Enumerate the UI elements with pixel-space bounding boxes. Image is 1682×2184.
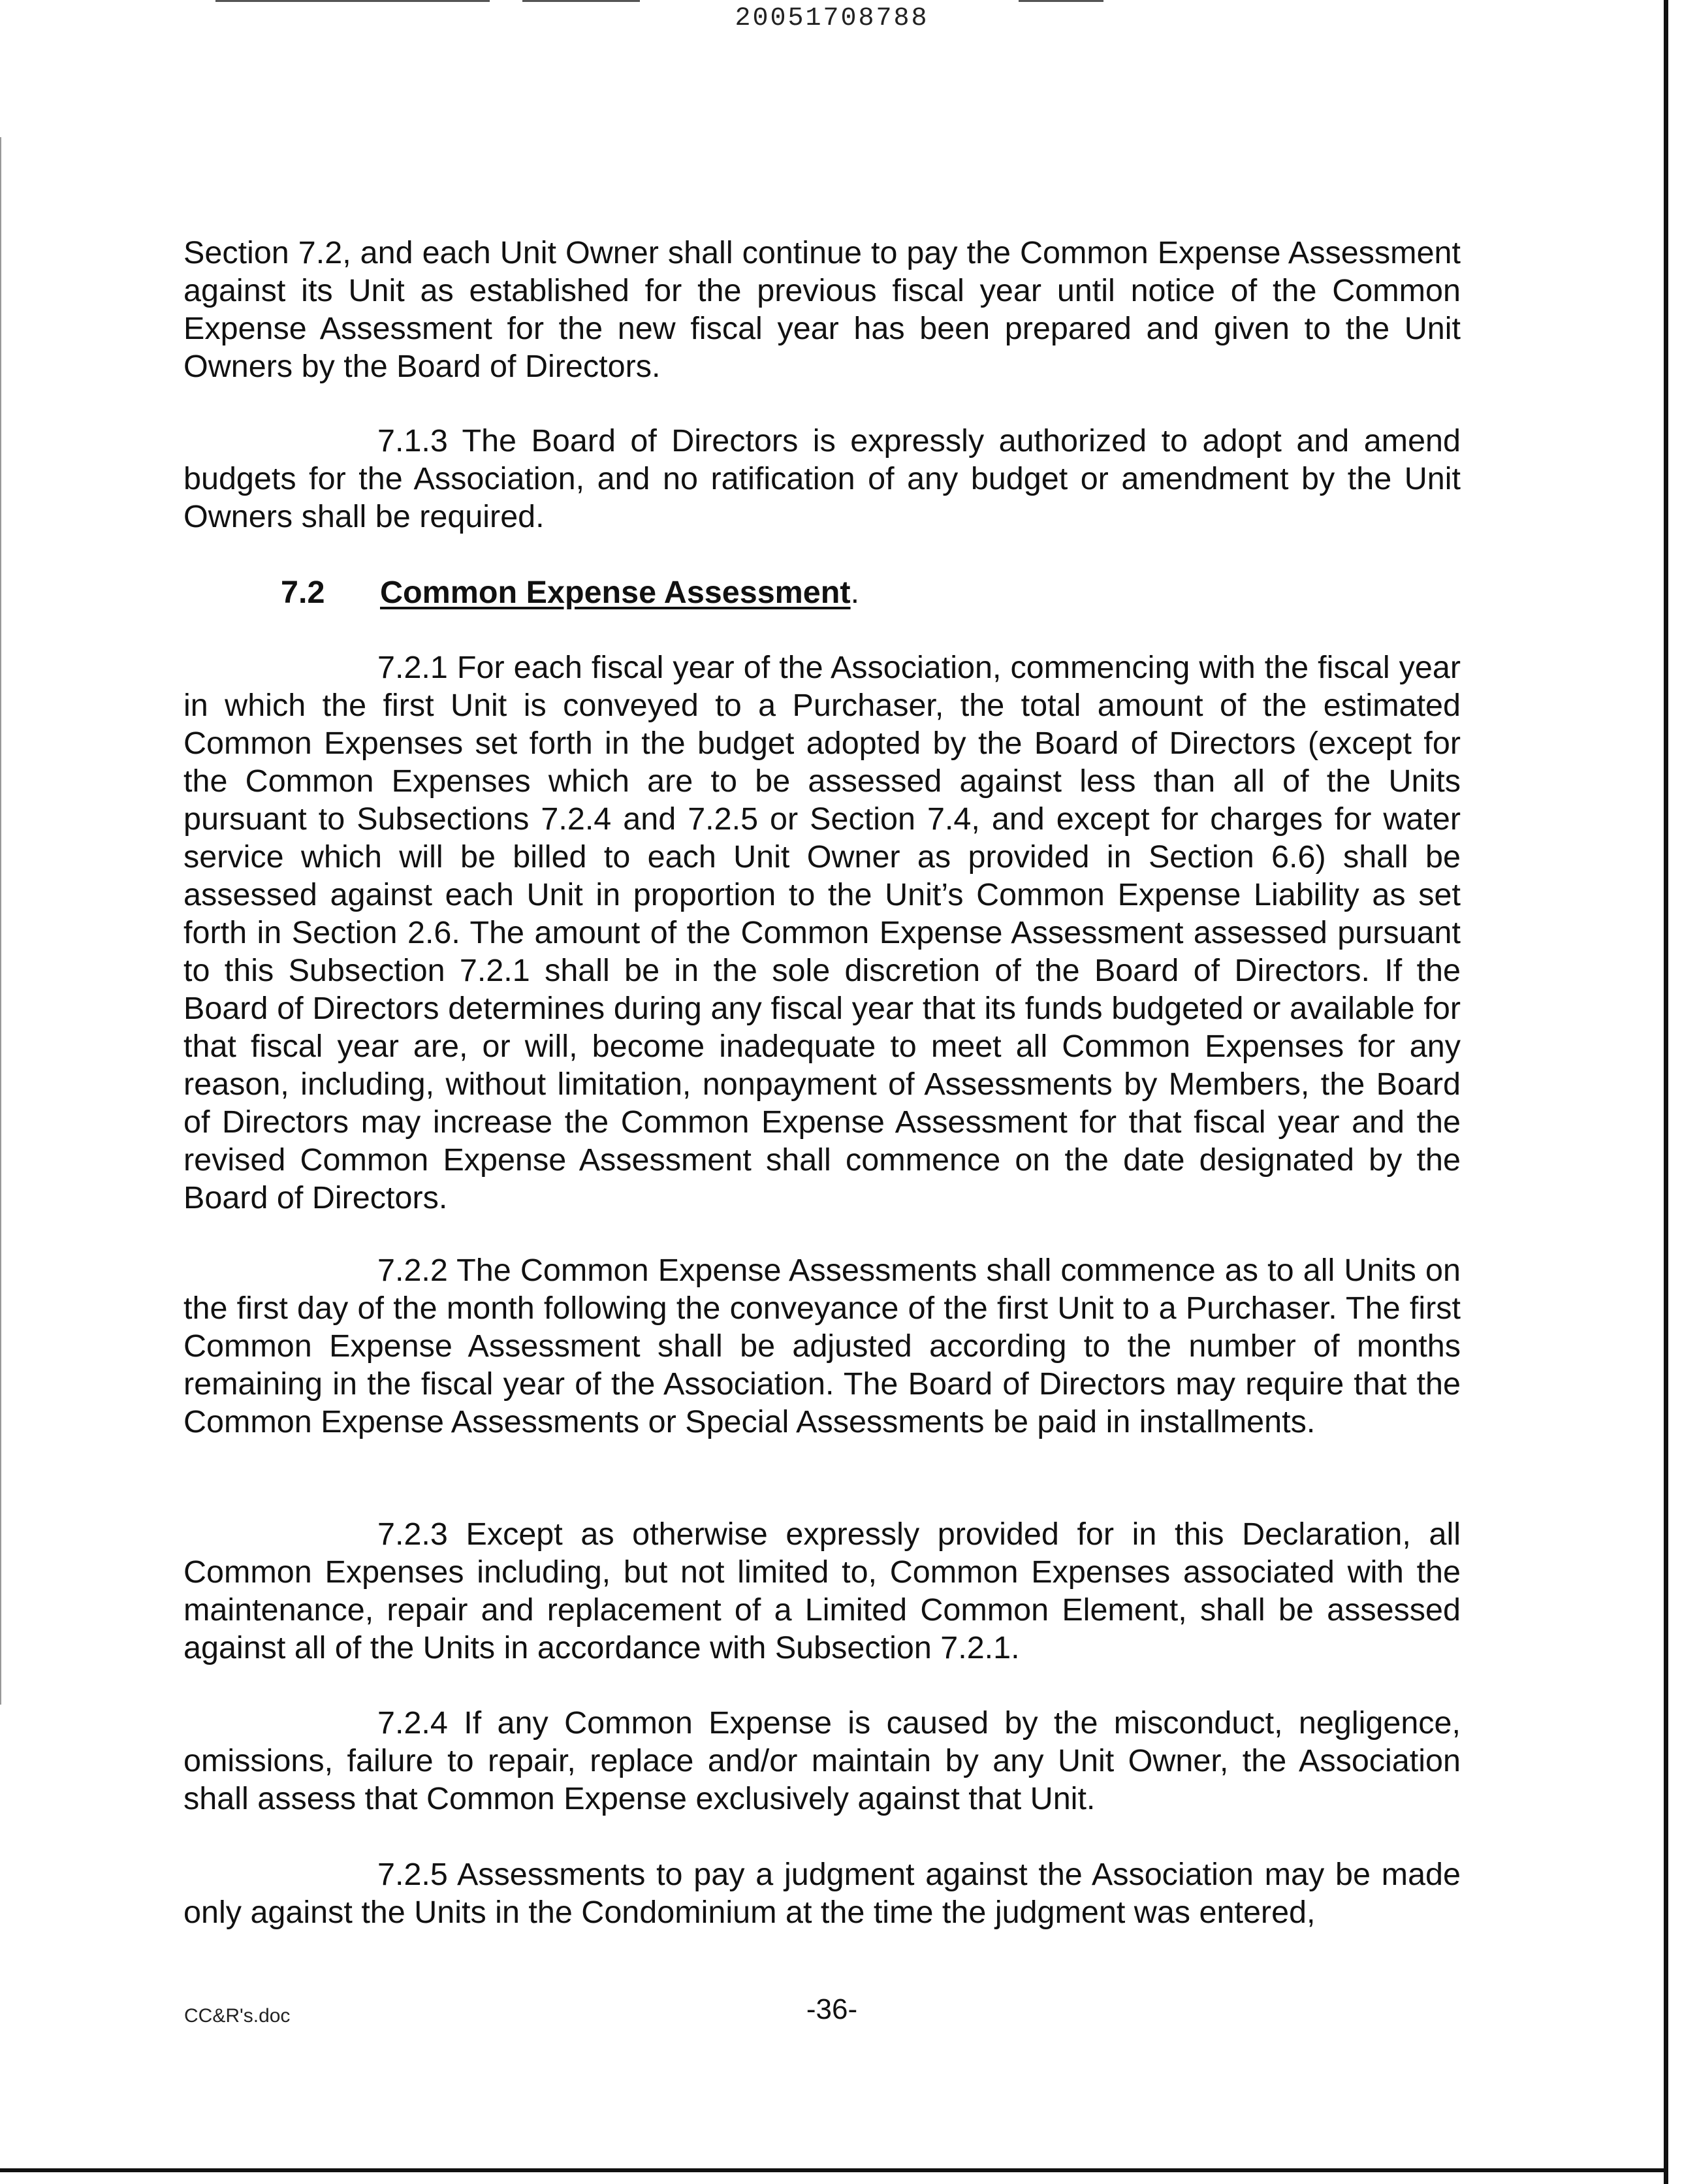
section-number: 7.2 — [281, 575, 325, 610]
section-title: Common Expense Assessment — [380, 575, 851, 610]
paragraph-continued-text: Section 7.2, and each Unit Owner shall continue to pay the Common Expense Assessment against its Unit as established for the previous fiscal year until notice of the Common Expense Assessment for the new fiscal year has been prepared and given to the Unit Owners by the Board of Directors. — [183, 235, 1461, 384]
paragraph-7-2-5 — [183, 1855, 1461, 1931]
document-number: 20051708788 — [735, 4, 929, 33]
scan-artifact-top-right — [1019, 0, 1103, 2]
paragraph-7-2-2 — [183, 1251, 1461, 1441]
paragraph-7-2-4-text: 7.2.4 If any Common Expense is caused by the misconduct, negligence, omissions, failure to repair, replace and/or maintain by any Unit Owner, the Association shall assess that Common Expense exclusively against that Unit. — [183, 1705, 1461, 1816]
paragraph-7-1-3-text: 7.1.3 The Board of Directors is expressly authorized to adopt and amend budgets for the Association, and no ratification of any budget or amendment by the Unit Owners shall be required. — [183, 423, 1461, 534]
paragraph-7-2-1 — [183, 649, 1461, 1217]
paragraph-7-2-5-text: 7.2.5 Assessments to pay a judgment against the Association may be made only against the Units in the Condominium at the time the judgment was entered, — [183, 1857, 1461, 1930]
paragraph-7-2-2-text: 7.2.2 The Common Expense Assessments shall commence as to all Units on the first day of the month following the conveyance of the first Unit to a Purchaser. The first Common Expense Assessment shall be adjusted according to the number of months remaining in the fiscal year of the Association. The Board of Directors may require that the Common Expense Assessments or Special Assessments be paid in installments. — [183, 1253, 1461, 1439]
page-border-bottom — [0, 2168, 1668, 2172]
paragraph-7-2-3-text: 7.2.3 Except as otherwise expressly provided for in this Declaration, all Common Expenses including, but not limited to, Common Expenses associated with the maintenance, repair and replacement of a Limited Common Element, shall be assessed against all of the Units in accordance with Subsection 7.2.1. — [183, 1517, 1461, 1665]
paragraph-7-1-3 — [183, 422, 1461, 536]
paragraph-7-2-1-text: 7.2.1 For each fiscal year of the Association, commencing with the fiscal year in which the first Unit is conveyed to a Purchaser, the total amount of the estimated Common Expenses set forth in the budget adopted by the Board of Directors (except for the Common Expenses which are to be assessed against less than all of the Units pursuant to Subsections 7.2.4 and 7.2.5 or Section 7.4, and except for charges for water service which will be billed to each Unit Owner as provided in Section 6.6) shall be assessed against each Unit in proportion to the Unit’s Common Expense Liability as set forth in Section 2.6. The amount of the Common Expense Assessment assessed pursuant to this Subsection 7.2.1 shall be in the sole discretion of the Board of Directors. If the Board of Directors determines during any fiscal year that its funds budgeted or available for that fiscal year are, or will, become inadequate to meet all Common Expenses for any reason, including, without limitation, nonpayment of Assessments by Members, the Board of Directors may increase the Common Expense Assessment for that fiscal year and the revised Common Expense Assessment shall commence on the date designated by the Board of Directors. — [183, 650, 1461, 1215]
paragraph-7-2-3 — [183, 1515, 1461, 1667]
scan-artifact-top-left — [215, 0, 490, 2]
page-border-right — [1664, 0, 1668, 2184]
footer-file-name: CC&R's.doc — [184, 2005, 291, 2027]
section-title-period: . — [850, 575, 860, 610]
scan-artifact-top-middle — [522, 0, 640, 2]
footer-page-number: -36- — [806, 1993, 858, 2025]
paragraph-continued — [183, 234, 1461, 385]
paragraph-7-2-4 — [183, 1704, 1461, 1818]
section-heading-7-2 — [281, 573, 859, 611]
scan-artifact-left-edge — [0, 137, 1, 1705]
